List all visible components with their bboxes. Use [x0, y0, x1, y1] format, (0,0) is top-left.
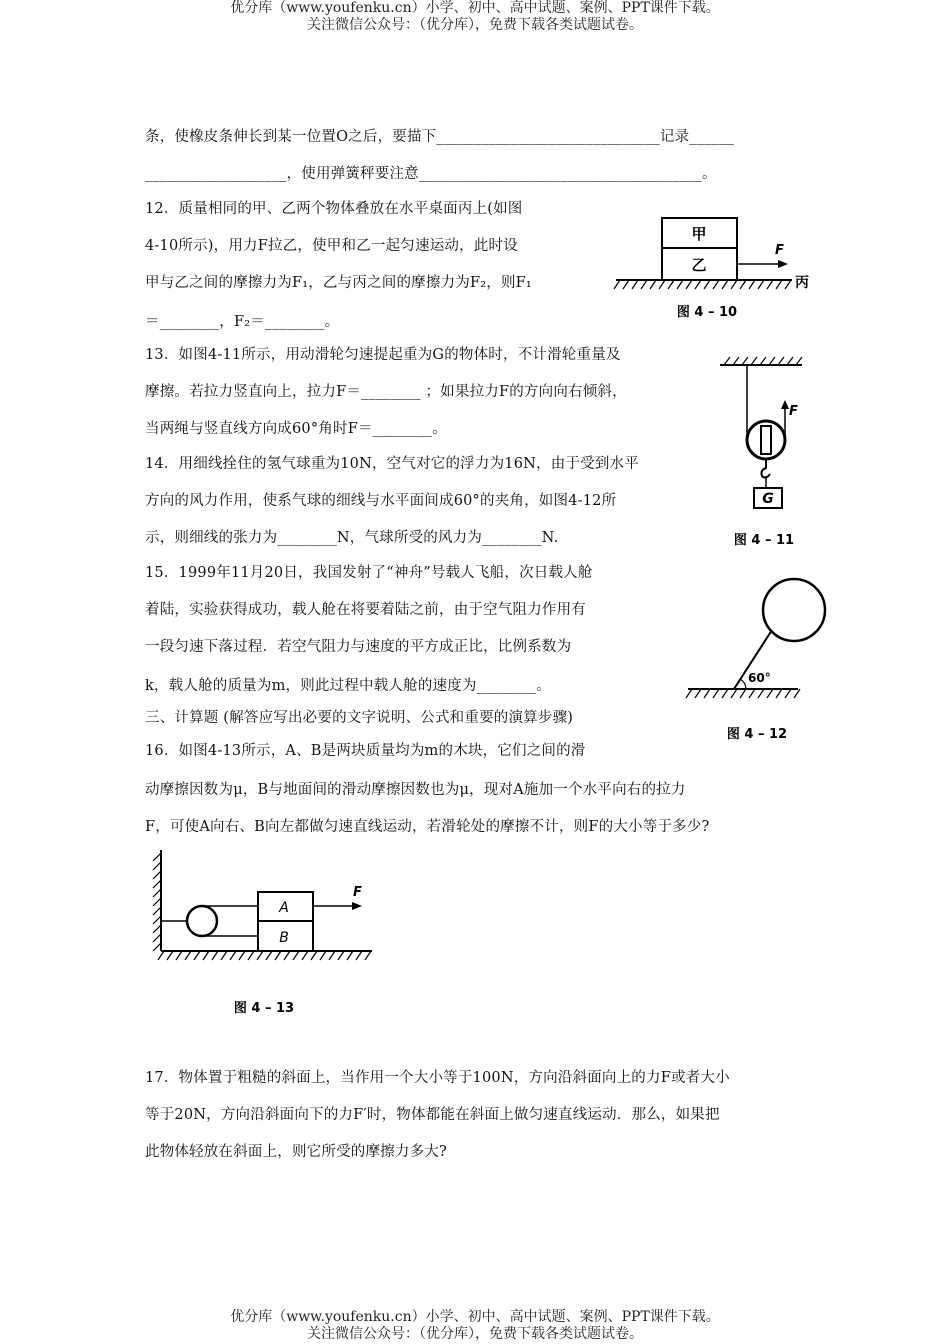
label-force: F [775, 243, 784, 258]
figure-4-11 [712, 352, 822, 552]
footer-line-2: 关注微信公众号：（优分库），免费下载各类试题试卷。 [307, 1326, 643, 1342]
balloon [763, 579, 825, 641]
label-block-b: B [279, 930, 289, 946]
footer-line-1: 优分库（www.youfenku.cn）小学、初中、高中试题、案例、PPT课件下载。 [230, 1309, 720, 1325]
label-force: F [789, 404, 798, 419]
arrow-head-icon [352, 902, 362, 910]
q12-line-3: 甲与乙之间的摩擦力为F₁，乙与丙之间的摩擦力为F₂，则F₁ [145, 275, 532, 291]
q14-line-2: 方向的风力作用，使系气球的细线与水平面间成60°的夹角，如图4-12所 [145, 493, 617, 509]
ceiling-hatching [724, 357, 802, 365]
q15-line-1: 15．1999年11月20日，我国发射了“神舟”号载人飞船，次日载人舱 [145, 565, 593, 581]
q14-line-3: 示，则细线的张力为________N，气球所受的风力为________N. [145, 530, 559, 546]
label-force: F [353, 885, 362, 900]
q17-line-1: 17．物体置于粗糙的斜面上，当作用一个大小等于100N，方向沿斜面向上的力F或者大小 [145, 1070, 730, 1086]
q12-line-2: 4-10所示)，用力F拉乙，使甲和乙一起匀速运动，此时设 [145, 238, 518, 254]
section-3-heading: 三、计算题 (解答应写出必要的文字说明、公式和重要的演算步骤) [145, 710, 574, 726]
q13-line-2: 摩擦。若拉力竖直向上，拉力F＝________ ；如果拉力F的方向向右倾斜， [145, 384, 627, 400]
ground-hatching [614, 280, 791, 289]
label-bing: 丙 [795, 275, 809, 291]
q13-line-1: 13．如图4-11所示，用动滑轮匀速提起重为G的物体时，不计滑轮重量及 [145, 347, 621, 363]
q12-line-4: ＝________，F₂＝________。 [145, 314, 340, 330]
q13-line-3: 当两绳与竖直线方向成60°角时F＝________。 [145, 421, 447, 437]
label-yi: 乙 [691, 256, 707, 274]
caption-4-11: 图 4 – 11 [733, 533, 795, 548]
hook [762, 459, 771, 478]
label-jia: 甲 [691, 225, 707, 243]
wall-hatching [153, 853, 161, 951]
pulley [187, 906, 217, 936]
caption-4-13: 图 4 – 13 [233, 1001, 295, 1016]
arrow-head-icon [778, 260, 788, 268]
header-line-1: 优分库（www.youfenku.cn）小学、初中、高中试题、案例、PPT课件下载。 [230, 0, 720, 16]
q17-line-3: 此物体轻放在斜面上，则它所受的摩擦力多大? [145, 1144, 447, 1160]
figure-4-10 [612, 212, 822, 327]
q15-line-4: k，载人舱的质量为m，则此过程中载人舱的速度为________。 [145, 678, 551, 694]
arrow-up-icon [781, 400, 789, 409]
pulley-axle [761, 426, 771, 454]
label-block-a: A [279, 900, 289, 916]
q12-line-1: 12．质量相同的甲、乙两个物体叠放在水平桌面丙上(如图 [145, 201, 523, 217]
angle-arc [740, 679, 746, 689]
figure-4-12 [682, 575, 832, 747]
q15-line-3: 一段匀速下落过程．若空气阻力与速度的平方成正比，比例系数为 [145, 639, 572, 655]
label-angle: 60° [748, 671, 771, 685]
page-footer [0, 1309, 950, 1343]
ground-hatching [158, 951, 371, 960]
page-header [0, 0, 950, 34]
figure-4-13 [150, 845, 380, 1020]
text-line: ___________________，使用弹簧秤要注意______________________________________。 [145, 166, 717, 182]
label-weight: G [762, 491, 774, 507]
q14-line-1: 14．用细线拴住的氢气球重为10N，空气对它的浮力为16N，由于受到水平 [145, 456, 639, 472]
q16-line-2: 动摩擦因数为μ，B与地面间的滑动摩擦因数也为μ，现对A施加一个水平向右的拉力 [145, 782, 686, 798]
q15-line-2: 着陆，实验获得成功，载人舱在将要着陆之前，由于空气阻力作用有 [145, 602, 586, 618]
header-line-2: 关注微信公众号：（优分库），免费下载各类试题试卷。 [307, 17, 643, 33]
ground-hatching [686, 689, 800, 698]
q16-line-3: F，可使A向右、B向左都做匀速直线运动，若滑轮处的摩擦不计，则F的大小等于多少? [145, 819, 710, 835]
text-line: 条，使橡皮条伸长到某一位置O之后，要描下______________________________记录______ [145, 129, 734, 145]
caption-4-12: 图 4 – 12 [726, 727, 788, 742]
q16-line-1: 16．如图4-13所示，A、B是两块质量均为m的木块，它们之间的滑 [145, 743, 586, 759]
caption-4-10: 图 4 – 10 [676, 305, 738, 320]
q17-line-2: 等于20N，方向沿斜面向下的力F′时，物体都能在斜面上做匀速直线运动．那么，如果把 [145, 1107, 720, 1123]
